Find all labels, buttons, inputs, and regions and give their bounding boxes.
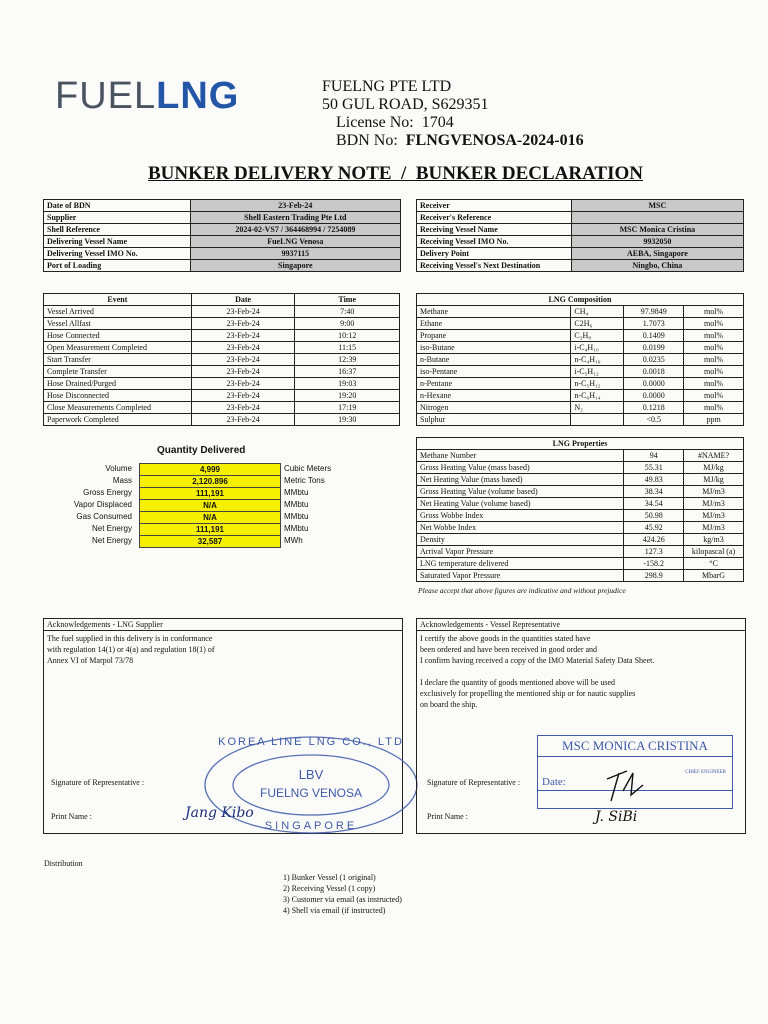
property-unit: #NAME?: [684, 450, 744, 462]
event-time: 16:37: [295, 366, 400, 378]
event-name: Hose Drained/Purged: [44, 378, 192, 390]
event-time: 11:15: [295, 342, 400, 354]
supplier_info-row: [44, 212, 401, 224]
receiver_info-value: Ningbo, China: [571, 260, 743, 272]
property-row: [417, 522, 744, 534]
ack-supplier-box: [43, 618, 403, 834]
quantity-label: Gross Energy: [83, 488, 132, 497]
ack-vessel-text: I certify the above goods in the quantities stated have been ordered and have been received in good order and I confirm having received a copy of the IMO Material Safety Data Sheet. I declare the quantity of goods mentioned above will be used exclusively for propelling the mentioned ship or for nautic supplies on board the ship.: [420, 634, 655, 709]
supplier_info-value: FueLNG Venosa: [190, 236, 400, 248]
supplier-print-label: Print Name :: [51, 812, 92, 821]
svg-text:Jang Kibo: Jang Kibo: [185, 805, 254, 821]
supplier_info-label: Supplier: [44, 212, 191, 224]
distribution-item: 2) Receiving Vessel (1 copy): [283, 884, 376, 893]
event-date: 23-Feb-24: [191, 354, 295, 366]
component-formula: [571, 414, 624, 426]
supplier-signature-label: Signature of Representative :: [51, 778, 145, 787]
property-value: 38.34: [624, 486, 684, 498]
composition-row: [417, 378, 744, 390]
property-row: [417, 486, 744, 498]
supplier_info-row: [44, 248, 401, 260]
lng-composition-table: [416, 293, 744, 426]
event-date: 23-Feb-24: [191, 318, 295, 330]
quantity-value: 111,191: [139, 487, 281, 500]
lng-properties-table: [416, 437, 744, 582]
quantity-value: 2,120.896: [139, 475, 281, 488]
receiver_info-value: [571, 212, 743, 224]
property-unit: °C: [684, 558, 744, 570]
company-address: 50 GUL ROAD, S629351: [322, 96, 489, 113]
event-name: Complete Transfer: [44, 366, 192, 378]
component-value: 0.1409: [624, 330, 684, 342]
event-name: Start Transfer: [44, 354, 192, 366]
vessel-print-label: Print Name :: [427, 812, 468, 821]
quantity-title: Quantity Delivered: [157, 445, 246, 456]
component-unit: mol%: [684, 366, 744, 378]
supplier_info-label: Delivering Vessel IMO No.: [44, 248, 191, 260]
stamp-bottom-text: SINGAPORE: [264, 820, 358, 832]
event-date: 23-Feb-24: [191, 414, 295, 426]
composition-row: [417, 318, 744, 330]
event-name: Vessel Arrived: [44, 306, 192, 318]
stamp-center-text-2: FUELNG VENOSA: [259, 786, 363, 800]
event-date: 23-Feb-24: [191, 306, 295, 318]
event-row: [44, 330, 400, 342]
supplier_info-value: 9937115: [190, 248, 400, 260]
event-date: 23-Feb-24: [191, 330, 295, 342]
stamp-vessel-title: MSC MONICA CRISTINA: [538, 736, 732, 757]
properties-disclaimer: Please accept that above figures are indicative and without prejudice: [418, 586, 626, 595]
event-row: [44, 402, 400, 414]
event-name: Hose Disconnected: [44, 390, 192, 402]
supplier-info-table: [43, 199, 401, 272]
component-value: 0.1218: [624, 402, 684, 414]
event-row: [44, 366, 400, 378]
event-name: Vessel Allfast: [44, 318, 192, 330]
property-unit: MbarG: [684, 570, 744, 582]
composition-row: [417, 390, 744, 402]
event-date: 23-Feb-24: [191, 390, 295, 402]
ack-vessel-box: [416, 618, 746, 834]
vessel-signature-label: Signature of Representative :: [427, 778, 521, 787]
event-time: 9:00: [295, 318, 400, 330]
quantity-label: Volume: [105, 464, 132, 473]
receiver_info-label: Receiving Vessel Name: [417, 224, 572, 236]
composition-row: [417, 354, 744, 366]
time-col-header: Time: [295, 294, 400, 306]
supplier_info-label: Date of BDN: [44, 200, 191, 212]
property-name: Gross Heating Value (volume based): [417, 486, 624, 498]
component-unit: mol%: [684, 306, 744, 318]
composition-row: [417, 342, 744, 354]
component-formula: n-C₅H₁₂: [571, 378, 624, 390]
property-value: 45.92: [624, 522, 684, 534]
quantity-unit: MMbtu: [284, 512, 309, 521]
property-unit: kg/m3: [684, 534, 744, 546]
property-value: 424.26: [624, 534, 684, 546]
property-name: Net Wobbe Index: [417, 522, 624, 534]
component-unit: mol%: [684, 378, 744, 390]
property-value: 298.9: [624, 570, 684, 582]
quantity-unit: Cubic Meters: [284, 464, 332, 473]
component-formula: n-C₆H₁₄: [571, 390, 624, 402]
license-line: License No: 1704: [336, 114, 454, 131]
quantity-value: N/A: [139, 511, 281, 524]
property-row: [417, 534, 744, 546]
supplier_info-row: [44, 236, 401, 248]
component-unit: ppm: [684, 414, 744, 426]
ack-supplier-header: Acknowledgements - LNG Supplier: [44, 619, 402, 631]
property-value: 49.83: [624, 474, 684, 486]
composition-row: [417, 366, 744, 378]
receiver-info-table: [416, 199, 744, 272]
supplier_info-value: Shell Eastern Trading Pte Ltd: [190, 212, 400, 224]
event-date: 23-Feb-24: [191, 378, 295, 390]
property-value: 127.3: [624, 546, 684, 558]
property-value: 50.98: [624, 510, 684, 522]
quantity-value: 32,587: [139, 535, 281, 548]
events-table: [43, 293, 400, 426]
property-row: [417, 570, 744, 582]
composition-row: [417, 414, 744, 426]
composition-row: [417, 402, 744, 414]
component-unit: mol%: [684, 330, 744, 342]
property-value: 34.54: [624, 498, 684, 510]
property-row: [417, 498, 744, 510]
quantity-unit: MMbtu: [284, 524, 309, 533]
event-row: [44, 342, 400, 354]
date-col-header: Date: [191, 294, 295, 306]
quantity-block: [42, 463, 382, 553]
component-value: 0.0199: [624, 342, 684, 354]
distribution-label: Distribution: [44, 859, 83, 868]
receiver_info-label: Receiver's Reference: [417, 212, 572, 224]
component-name: iso-Pentane: [417, 366, 571, 378]
quantity-unit: Metric Tons: [284, 476, 325, 485]
supplier_info-value: 2024-02-VS7 / 364468994 / 7254089: [190, 224, 400, 236]
quantity-row: [42, 523, 382, 535]
event-name: Hose Connected: [44, 330, 192, 342]
component-name: Ethane: [417, 318, 571, 330]
quantity-unit: MWh: [284, 536, 303, 545]
receiver_info-value: MSC Monica Cristina: [571, 224, 743, 236]
component-value: 0.0000: [624, 378, 684, 390]
property-value: 55.31: [624, 462, 684, 474]
event-name: Paperwork Completed: [44, 414, 192, 426]
stamp-center-text-1: LBV: [298, 767, 324, 782]
property-name: Net Heating Value (volume based): [417, 498, 624, 510]
quantity-row: [42, 511, 382, 523]
quantity-row: [42, 475, 382, 487]
quantity-unit: MMbtu: [284, 500, 309, 509]
supplier_info-value: 23-Feb-24: [190, 200, 400, 212]
property-unit: MJ/m3: [684, 498, 744, 510]
event-row: [44, 378, 400, 390]
supplier_info-label: Port of Loading: [44, 260, 191, 272]
supplier_info-label: Shell Reference: [44, 224, 191, 236]
property-unit: MJ/m3: [684, 486, 744, 498]
property-name: Gross Heating Value (mass based): [417, 462, 624, 474]
receiver_info-row: [417, 224, 744, 236]
quantity-value: 4,999: [139, 463, 281, 476]
property-name: Methane Number: [417, 450, 624, 462]
quantity-label: Net Energy: [91, 536, 132, 545]
event-time: 10:12: [295, 330, 400, 342]
property-unit: MJ/m3: [684, 522, 744, 534]
component-unit: mol%: [684, 318, 744, 330]
company-block: [322, 78, 584, 150]
vessel-handwritten-signature: [587, 761, 677, 827]
distribution-item: 1) Bunker Vessel (1 original): [283, 873, 376, 882]
bdn-line: BDN No: FLNGVENOSA-2024-016: [336, 132, 584, 149]
component-name: n-Pentane: [417, 378, 571, 390]
component-name: n-Hexane: [417, 390, 571, 402]
composition-title: LNG Composition: [417, 294, 744, 306]
property-row: [417, 510, 744, 522]
component-name: Nitrogen: [417, 402, 571, 414]
supplier_info-row: [44, 200, 401, 212]
property-row: [417, 546, 744, 558]
property-unit: MJ/kg: [684, 462, 744, 474]
receiver_info-row: [417, 212, 744, 224]
component-name: n-Butane: [417, 354, 571, 366]
component-unit: mol%: [684, 402, 744, 414]
quantity-value: 111,191: [139, 523, 281, 536]
receiver_info-label: Receiving Vessel's Next Destination: [417, 260, 572, 272]
supplier_info-row: [44, 224, 401, 236]
event-date: 23-Feb-24: [191, 342, 295, 354]
stamp-date-label: Date:: [542, 776, 566, 788]
component-unit: mol%: [684, 342, 744, 354]
event-date: 23-Feb-24: [191, 402, 295, 414]
event-time: 19:03: [295, 378, 400, 390]
event-time: 7:40: [295, 306, 400, 318]
component-value: 0.0018: [624, 366, 684, 378]
property-value: 94: [624, 450, 684, 462]
property-row: [417, 450, 744, 462]
distribution-list: [283, 872, 402, 916]
property-name: LNG temperature delivered: [417, 558, 624, 570]
receiver_info-value: 9932050: [571, 236, 743, 248]
property-value: -158.2: [624, 558, 684, 570]
svg-text:J. SiBi: J. SiBi: [595, 809, 638, 825]
event-row: [44, 354, 400, 366]
supplier_info-label: Delivering Vessel Name: [44, 236, 191, 248]
receiver_info-value: MSC: [571, 200, 743, 212]
component-value: <0.5: [624, 414, 684, 426]
receiver_info-value: AEBA, Singapore: [571, 248, 743, 260]
event-time: 17:19: [295, 402, 400, 414]
stamp-rank: CHIEF ENGINEER: [685, 770, 726, 775]
component-name: Propane: [417, 330, 571, 342]
property-name: Arrival Vapor Pressure: [417, 546, 624, 558]
component-formula: CH₄: [571, 306, 624, 318]
receiver_info-row: [417, 248, 744, 260]
event-row: [44, 306, 400, 318]
component-name: Methane: [417, 306, 571, 318]
event-name: Close Measurements Completed: [44, 402, 192, 414]
company-name: FUELNG PTE LTD: [322, 78, 452, 95]
receiver_info-label: Delivery Point: [417, 248, 572, 260]
supplier_info-value: Singapore: [190, 260, 400, 272]
component-formula: n-C₄H₁₀: [571, 354, 624, 366]
property-name: Saturated Vapor Pressure: [417, 570, 624, 582]
event-date: 23-Feb-24: [191, 366, 295, 378]
property-name: Gross Wobbe Index: [417, 510, 624, 522]
quantity-label: Mass: [112, 476, 132, 485]
quantity-row: [42, 487, 382, 499]
receiver_info-row: [417, 260, 744, 272]
supplier_info-row: [44, 260, 401, 272]
supplier-handwritten-signature: [179, 795, 289, 825]
component-value: 97.9849: [624, 306, 684, 318]
component-value: 0.0235: [624, 354, 684, 366]
receiver_info-label: Receiving Vessel IMO No.: [417, 236, 572, 248]
ack-vessel-header: Acknowledgements - Vessel Representative: [417, 619, 745, 631]
property-unit: MJ/kg: [684, 474, 744, 486]
event-col-header: Event: [44, 294, 192, 306]
quantity-unit: MMbtu: [284, 488, 309, 497]
component-formula: C₃H₈: [571, 330, 624, 342]
event-time: 19:30: [295, 414, 400, 426]
event-time: 19:20: [295, 390, 400, 402]
component-formula: i-C₅H₁₂: [571, 366, 624, 378]
quantity-row: [42, 499, 382, 511]
component-formula: N₂: [571, 402, 624, 414]
event-time: 12:39: [295, 354, 400, 366]
property-unit: MJ/m3: [684, 510, 744, 522]
fuelng-logo: FUELLNG: [55, 75, 240, 117]
component-unit: mol%: [684, 390, 744, 402]
receiver_info-label: Receiver: [417, 200, 572, 212]
quantity-row: [42, 463, 382, 475]
receiver_info-row: [417, 236, 744, 248]
composition-row: [417, 330, 744, 342]
properties-title: LNG Properties: [417, 438, 744, 450]
quantity-label: Net Energy: [91, 524, 132, 533]
stamp-ring-text: KOREA LINE LNG CO., LTD: [218, 736, 404, 748]
event-row: [44, 414, 400, 426]
receiver_info-row: [417, 200, 744, 212]
event-row: [44, 390, 400, 402]
ack-supplier-text: The fuel supplied in this delivery is in conformance with regulation 14(1) or 4(a) and regulation 18(1) of Annex VI of Marpol 73/78: [47, 634, 215, 665]
component-formula: i-C₄H₁₀: [571, 342, 624, 354]
distribution-item: 3) Customer via email (as instructed): [283, 895, 402, 904]
component-formula: C2H₆: [571, 318, 624, 330]
event-row: [44, 318, 400, 330]
quantity-row: [42, 535, 382, 547]
component-value: 0.0000: [624, 390, 684, 402]
property-row: [417, 462, 744, 474]
quantity-value: N/A: [139, 499, 281, 512]
property-name: Net Heating Value (mass based): [417, 474, 624, 486]
event-name: Open Measurement Completed: [44, 342, 192, 354]
quantity-label: Gas Consumed: [76, 512, 132, 521]
property-row: [417, 474, 744, 486]
property-row: [417, 558, 744, 570]
component-name: Sulphur: [417, 414, 571, 426]
property-name: Density: [417, 534, 624, 546]
document-title: BUNKER DELIVERY NOTE / BUNKER DECLARATION: [148, 163, 643, 184]
composition-row: [417, 306, 744, 318]
distribution-item: 4) Shell via email (if instructed): [283, 906, 386, 915]
component-unit: mol%: [684, 354, 744, 366]
quantity-label: Vapor Displaced: [73, 500, 132, 509]
component-value: 1.7073: [624, 318, 684, 330]
property-unit: kilopascal (a): [684, 546, 744, 558]
component-name: iso-Butane: [417, 342, 571, 354]
